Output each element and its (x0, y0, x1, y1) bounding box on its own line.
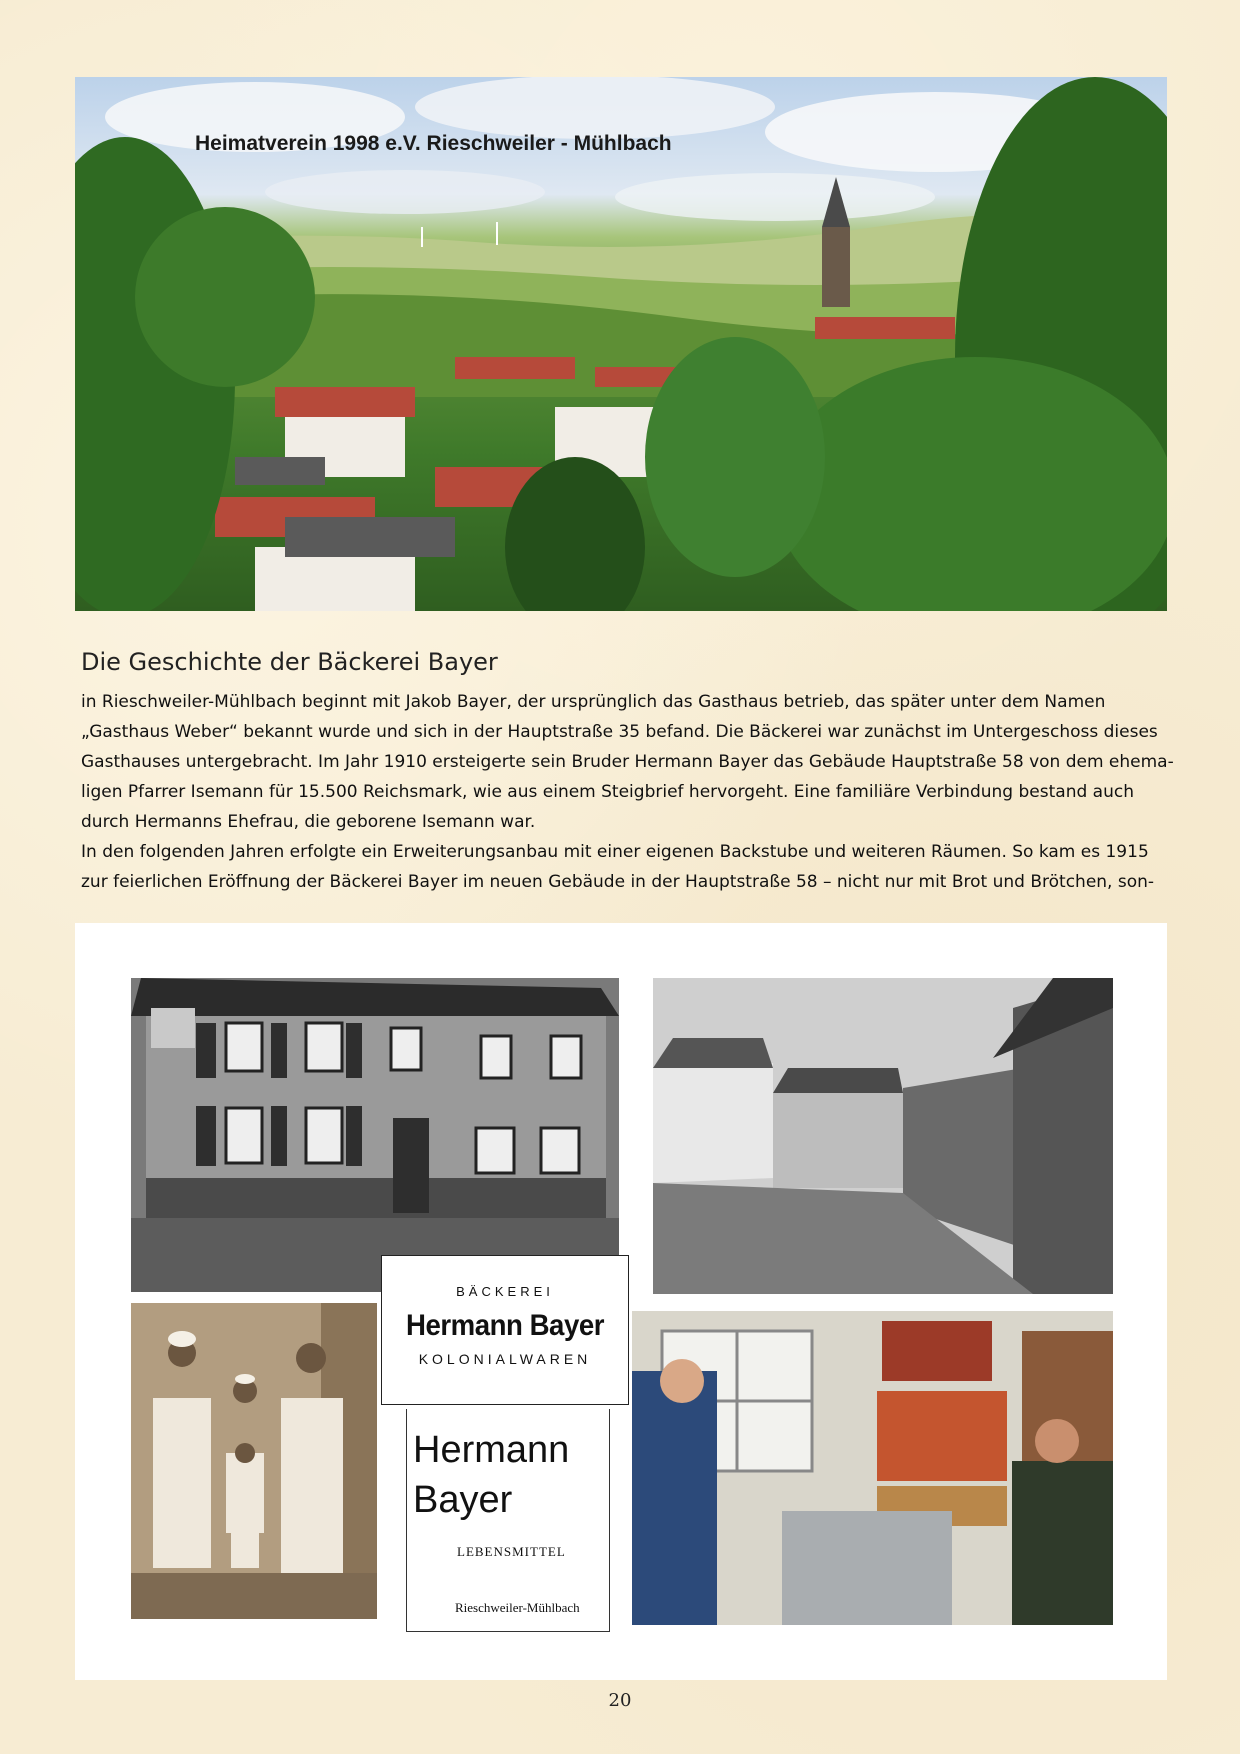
page-number: 20 (608, 1690, 632, 1711)
grocery-sign-last-name: Bayer (413, 1479, 513, 1521)
sign-bakery-label: BÄCKEREI (456, 1284, 554, 1299)
banner-title: Heimatverein 1998 e.V. Rieschweiler - Mühlbach (195, 132, 672, 155)
grocery-sign-place: Rieschweiler-Mühlbach (455, 1600, 580, 1615)
village-panorama-illustration (75, 77, 1167, 611)
article-line: in Rieschweiler-Mühlbach beginnt mit Jakob Bayer, der ursprünglich das Gasthaus betrieb, das später unter dem Namen (81, 692, 1106, 712)
shop-interior-photo (632, 1311, 1113, 1625)
sign-colonial-goods-label: KOLONIALWAREN (418, 1351, 592, 1367)
article-line: In den folgenden Jahren erfolgte ein Erweiterungsanbau mit einer eigenen Backstube und weiteren Räumen. So kam es 1915 (81, 842, 1149, 862)
family-portrait-photo (131, 1303, 377, 1619)
article-line: „Gasthaus Weber“ bekannt wurde und sich in der Hauptstraße 35 befand. Die Bäckerei war zunächst im Untergeschoss dieses (81, 722, 1158, 742)
historic-bakery-building-photo (131, 978, 619, 1292)
article-headline: Die Geschichte der Bäckerei Bayer (81, 648, 498, 676)
article-line: durch Hermanns Ehefrau, die geborene Isemann war. (81, 812, 536, 832)
bakery-sign (381, 1255, 629, 1405)
sign-owner-name: Hermann Bayer (405, 1309, 605, 1342)
photo-collage (75, 923, 1167, 1680)
grocery-sign-subtitle: LEBENSMITTEL (457, 1544, 566, 1559)
article-line: Gasthauses untergebracht. Im Jahr 1910 ersteigerte sein Bruder Hermann Bayer das Gebäude Hauptstraße 58 von dem ehema- (81, 752, 1174, 772)
old-street-scene-photo (653, 978, 1113, 1294)
grocery-sign (406, 1409, 610, 1632)
article-body (81, 687, 1174, 897)
article-line: ligen Pfarrer Isemann für 15.500 Reichsmark, wie aus einem Steigbrief hervorgeht. Eine familiäre Verbindung bestand auch (81, 782, 1134, 802)
village-panorama-photo (75, 77, 1167, 611)
article-line: zur feierlichen Eröffnung der Bäckerei Bayer im neuen Gebäude in der Hauptstraße 58 – nicht nur mit Brot und Brötchen, son- (81, 872, 1155, 892)
grocery-sign-first-name: Hermann (413, 1429, 570, 1471)
